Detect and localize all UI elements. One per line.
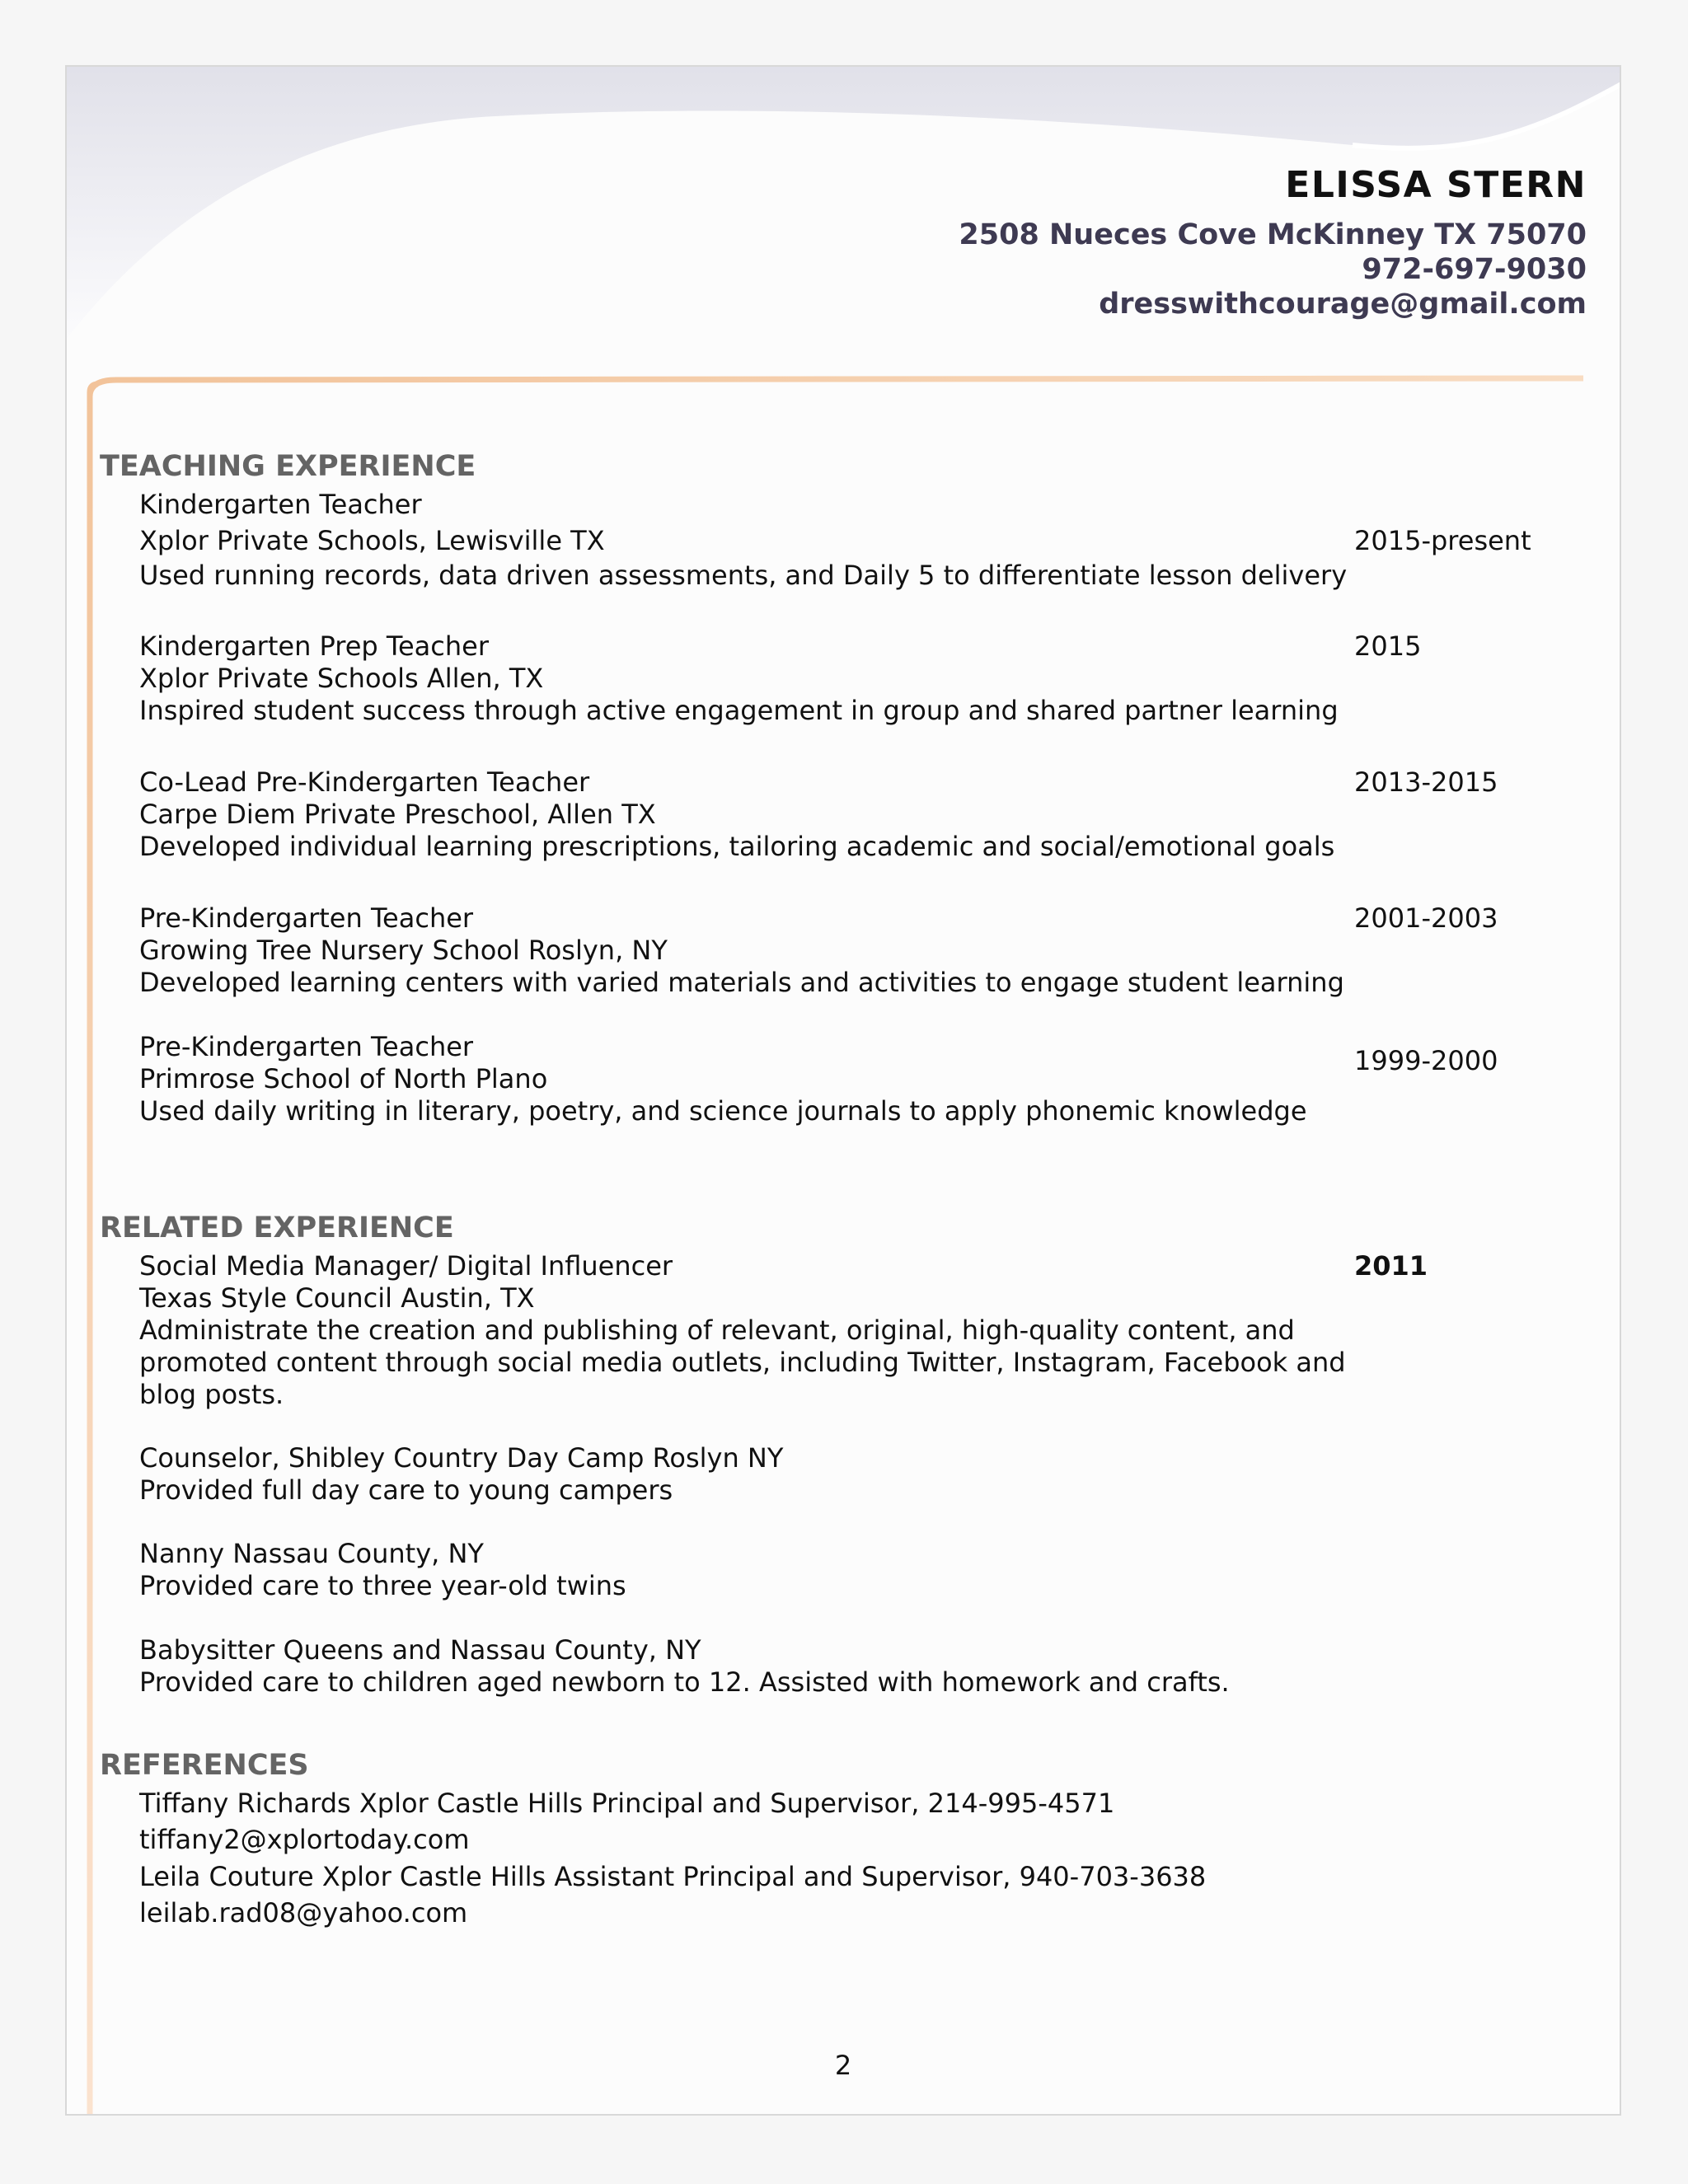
job-title: Co-Lead Pre-Kindergarten Teacher bbox=[139, 766, 590, 798]
job-date: 2015-present bbox=[1354, 525, 1531, 556]
email-address: dresswithcourage@gmail.com bbox=[1099, 288, 1587, 321]
page-number: 2 bbox=[834, 2050, 852, 2081]
reference-line: Tiffany Richards Xplor Castle Hills Principal and Supervisor, 214-995-4571 bbox=[139, 1788, 1115, 1819]
related-item-line: Texas Style Council Austin, TX bbox=[139, 1282, 535, 1314]
related-item-line: promoted content through social media outlets, including Twitter, Instagram, Facebook and bbox=[139, 1347, 1346, 1378]
job-title: Kindergarten Teacher bbox=[139, 489, 422, 520]
related-item-line: Babysitter Queens and Nassau County, NY bbox=[139, 1634, 701, 1666]
candidate-name: ELISSA STERN bbox=[1285, 164, 1587, 206]
job-title: Pre-Kindergarten Teacher bbox=[139, 902, 474, 934]
job-description: Used daily writing in literary, poetry, and science journals to apply phonemic knowledge bbox=[139, 1095, 1307, 1127]
related-item-line: Provided care to children aged newborn to 12. Assisted with homework and crafts. bbox=[139, 1666, 1230, 1698]
job-date: 2001-2003 bbox=[1354, 902, 1498, 934]
phone-number: 972-697-9030 bbox=[1362, 253, 1587, 286]
job-description: Inspired student success through active engagement in group and shared partner learning bbox=[139, 695, 1339, 726]
job-org: Growing Tree Nursery School Roslyn, NY bbox=[139, 935, 668, 966]
reference-line: leilab.rad08@yahoo.com bbox=[139, 1897, 468, 1929]
job-org: Primrose School of North Plano bbox=[139, 1063, 548, 1094]
job-title: Pre-Kindergarten Teacher bbox=[139, 1031, 474, 1062]
reference-line: tiffany2@xplortoday.com bbox=[139, 1824, 470, 1855]
teaching-experience-heading: TEACHING EXPERIENCE bbox=[100, 450, 476, 483]
job-description: Used running records, data driven assessments, and Daily 5 to differentiate lesson delivery bbox=[139, 560, 1348, 591]
address-line: 2508 Nueces Cove McKinney TX 75070 bbox=[959, 218, 1587, 251]
related-item-line: blog posts. bbox=[139, 1379, 284, 1410]
reference-line: Leila Couture Xplor Castle Hills Assistant Principal and Supervisor, 940-703-3638 bbox=[139, 1861, 1207, 1892]
related-item-line: Social Media Manager/ Digital Influencer bbox=[139, 1250, 673, 1282]
job-date: 2015 bbox=[1354, 630, 1422, 662]
job-org: Xplor Private Schools, Lewisville TX bbox=[139, 525, 605, 556]
job-title: Kindergarten Prep Teacher bbox=[139, 630, 489, 662]
related-item-line: Administrate the creation and publishing of relevant, original, high-quality content, and bbox=[139, 1315, 1295, 1346]
job-org: Carpe Diem Private Preschool, Allen TX bbox=[139, 799, 656, 830]
related-item-date: 2011 bbox=[1354, 1250, 1428, 1282]
job-description: Developed learning centers with varied materials and activities to engage student learning bbox=[139, 967, 1344, 998]
job-org: Xplor Private Schools Allen, TX bbox=[139, 663, 544, 694]
related-item-line: Nanny Nassau County, NY bbox=[139, 1538, 484, 1569]
related-item-line: Counselor, Shibley Country Day Camp Roslyn NY bbox=[139, 1442, 784, 1474]
related-experience-heading: RELATED EXPERIENCE bbox=[100, 1212, 454, 1244]
job-description: Developed individual learning prescriptions, tailoring academic and social/emotional goals bbox=[139, 831, 1335, 862]
related-item-line: Provided care to three year-old twins bbox=[139, 1570, 626, 1601]
related-item-line: Provided full day care to young campers bbox=[139, 1474, 673, 1506]
resume-page bbox=[65, 65, 1621, 2116]
references-heading: REFERENCES bbox=[100, 1749, 309, 1782]
job-date: 1999-2000 bbox=[1354, 1045, 1498, 1076]
job-date: 2013-2015 bbox=[1354, 766, 1498, 798]
